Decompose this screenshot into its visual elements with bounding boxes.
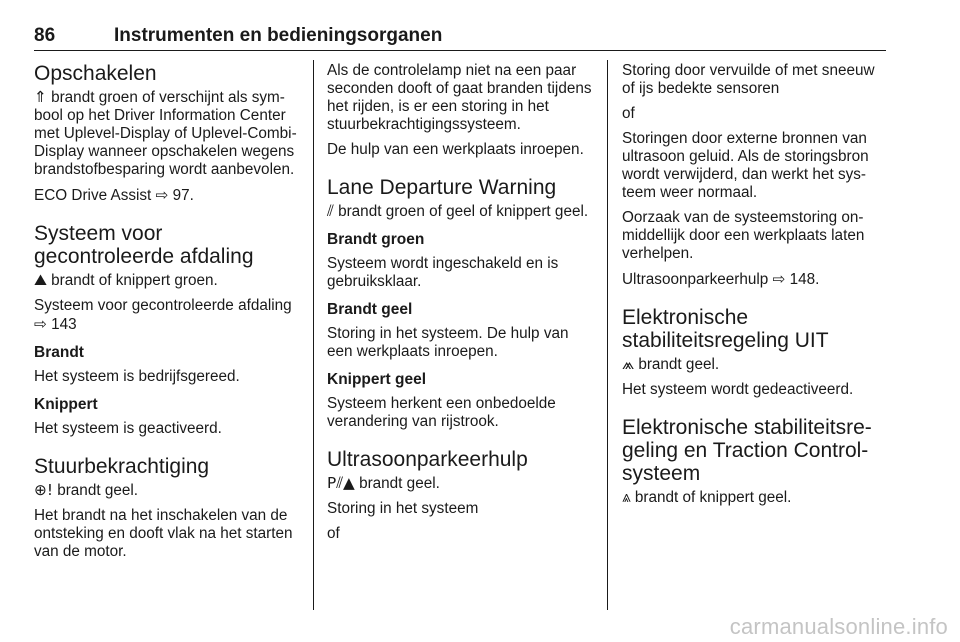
header-title: Instrumenten en bedieningsorganen	[114, 25, 443, 46]
paragraph-esc: Het systeem wordt gedeactiveerd.	[622, 381, 854, 398]
paragraph-repair: Oorzaak van de systeemstoring onmiddellijk door een werkplaats laten verhelpen.	[622, 209, 865, 262]
paragraph-sensors: Storing door vervuilde of met sneeuw of ijs bedekte sensoren	[622, 62, 875, 97]
column-divider-1	[313, 60, 314, 610]
paragraph-knippert: Het systeem is geactiveerd.	[34, 420, 222, 437]
paragraph-brandt: Het systeem is bedrijfsgereed.	[34, 368, 240, 385]
subheading-brandt: Brandt	[34, 344, 84, 361]
lane-indicator-text: brandt groen of geel of knippert geel.	[338, 203, 589, 220]
steering-indicator-text: brandt geel.	[57, 482, 138, 499]
lane-departure-icon: ⫽	[327, 202, 334, 220]
page-ref-arrow-icon: ⇨	[772, 270, 786, 288]
paragraph-parking-ref	[622, 270, 890, 289]
subheading-knippert-geel: Knippert geel	[327, 371, 427, 388]
paragraph-brandt-groen: Systeem wordt ingeschakeld en is gebruiksklaar.	[327, 255, 559, 290]
page-ref-arrow-icon: ⇨	[34, 315, 47, 333]
paragraph-parking-fault: Storing in het systeem	[327, 500, 479, 517]
page-header	[34, 22, 886, 51]
parking-ref-text: Ultrasoonparkeerhulp	[622, 271, 769, 288]
paragraph-lane-indicator	[327, 202, 595, 221]
paragraph-parking-of: of	[327, 525, 340, 542]
steering-warning-icon: ⊕!	[34, 481, 53, 499]
paragraph-ultrasound: Storingen door externe bronnen van ultrasoon geluid. Als de storingsbron wordt verwijderd, dan werkt het systeem weer normaal.	[622, 130, 869, 201]
heading-opschakelen: Opschakelen	[34, 62, 157, 85]
paragraph-esc-indicator	[622, 355, 890, 374]
descent-control-icon: ⛰	[34, 271, 47, 289]
esc-off-icon: ⩕	[622, 355, 635, 373]
paragraph-steering: Het brandt na het inschakelen van de ontsteking en dooft vlak na het starten van de motor.	[34, 507, 293, 560]
paragraph-brandt-geel: Storing in het systeem. De hulp van een werkplaats inroepen.	[327, 325, 569, 360]
descent-ref-link[interactable]: 143	[51, 316, 77, 333]
descent-indicator-text: brandt of knippert groen.	[51, 272, 218, 289]
tc-indicator-text: brandt of knippert geel.	[634, 489, 792, 506]
paragraph-of: of	[622, 105, 635, 122]
column-2	[327, 62, 595, 550]
subheading-brandt-groen: Brandt groen	[327, 231, 425, 248]
paragraph-descent-ref	[34, 297, 304, 334]
page-number: 86	[34, 25, 56, 46]
subheading-knippert: Knippert	[34, 396, 98, 413]
heading-descent-control: Systeem voor gecontroleerde afdaling	[34, 222, 254, 268]
paragraph-tc-indicator	[622, 488, 890, 507]
esc-indicator-text: brandt geel.	[638, 356, 720, 373]
shift-up-icon: ⇑	[34, 88, 47, 106]
heading-steering: Stuurbekrachtiging	[34, 455, 210, 478]
subheading-brandt-geel: Brandt geel	[327, 301, 413, 318]
heading-parking-assist: Ultrasoonparkeerhulp	[327, 448, 528, 471]
watermark: carmanualsonline.info	[729, 614, 948, 639]
paragraph-workshop: De hulp van een werkplaats inroepen.	[327, 141, 584, 158]
page-ref-arrow-icon: ⇨	[155, 186, 169, 204]
parking-assist-icon: P⫽▲	[327, 474, 355, 492]
paragraph-steering-cont: Als de controlelamp niet na een paar seconden dooft of gaat branden tijdens het rijden, is er een storing in het stuurbekrachtigingssysteem.	[327, 62, 592, 133]
heading-esc-off: Elektronische stabiliteitsregeling UIT	[622, 306, 829, 352]
heading-esc-traction: Elektronische stabiliteitsregeling en Traction Control-systeem	[622, 416, 872, 485]
column-1	[34, 62, 304, 568]
descent-ref-text: Systeem voor gecontroleerde afdaling	[34, 297, 292, 314]
paragraph-shift-indicator	[34, 88, 304, 179]
parking-indicator-text: brandt geel.	[359, 475, 440, 492]
parking-ref-link[interactable]: 148.	[789, 271, 820, 288]
paragraph-knippert-geel: Systeem herkent een onbedoelde verandering van rijstrook.	[327, 395, 556, 430]
column-divider-2	[607, 60, 608, 610]
paragraph-eco-drive	[34, 186, 304, 205]
shift-text: brandt groen of verschijnt als symbool op het Driver Information Center met Uplevel-Display of Uplevel-Combi-Display wanneer opschakelen wegens brandstofbesparing wordt aanbevolen.	[34, 89, 297, 178]
column-3	[622, 62, 890, 514]
paragraph-parking-indicator	[327, 474, 595, 493]
paragraph-steering-indicator	[34, 481, 304, 500]
eco-drive-text: ECO Drive Assist	[34, 187, 152, 204]
heading-lane-departure: Lane Departure Warning	[327, 176, 557, 199]
eco-drive-ref-link[interactable]: 97.	[172, 187, 194, 204]
traction-control-icon: ⩓	[622, 488, 631, 506]
paragraph-descent-indicator	[34, 271, 304, 290]
